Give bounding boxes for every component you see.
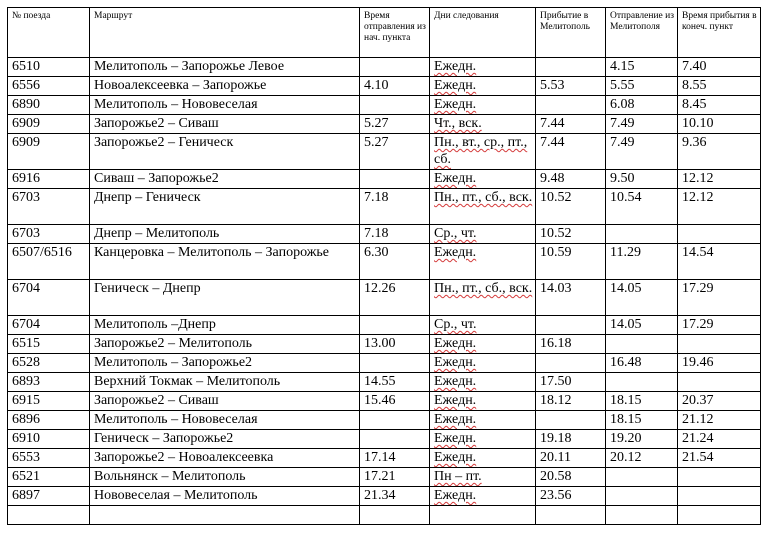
departure-origin-cell bbox=[360, 316, 430, 335]
arrival-melitopol-cell: 9.48 bbox=[536, 170, 606, 189]
header-row bbox=[8, 8, 761, 58]
table-row bbox=[8, 430, 761, 449]
departure-origin-cell: 17.14 bbox=[360, 449, 430, 468]
train-number-cell: 6703 bbox=[8, 225, 90, 244]
arrival-final-cell: 9.36 bbox=[678, 134, 761, 170]
train-number-cell: 6909 bbox=[8, 134, 90, 170]
arrival-melitopol-cell bbox=[536, 316, 606, 335]
arrival-final-cell: 21.24 bbox=[678, 430, 761, 449]
departure-melitopol-cell: 18.15 bbox=[606, 411, 678, 430]
departure-melitopol-cell: 14.05 bbox=[606, 316, 678, 335]
route-cell: Мелитополь –Днепр bbox=[90, 316, 360, 335]
route-cell: Мелитополь – Нововеселая bbox=[90, 96, 360, 115]
train-number-cell: 6890 bbox=[8, 96, 90, 115]
departure-melitopol-cell: 14.05 bbox=[606, 280, 678, 316]
departure-melitopol-cell: 10.54 bbox=[606, 189, 678, 225]
table-row bbox=[8, 373, 761, 392]
days-cell: Ср., чт. bbox=[430, 225, 536, 244]
departure-origin-cell: 7.18 bbox=[360, 189, 430, 225]
departure-melitopol-cell bbox=[606, 225, 678, 244]
arrival-melitopol-cell bbox=[536, 354, 606, 373]
days-cell: Пн., вт., ср., пт., сб. bbox=[430, 134, 536, 170]
days-cell: Ежедн. bbox=[430, 373, 536, 392]
arrival-final-cell: 20.37 bbox=[678, 392, 761, 411]
arrival-final-cell bbox=[678, 373, 761, 392]
departure-melitopol-cell: 20.12 bbox=[606, 449, 678, 468]
route-cell: Днепр – Мелитополь bbox=[90, 225, 360, 244]
arrival-final-cell: 8.45 bbox=[678, 96, 761, 115]
departure-melitopol-cell bbox=[606, 487, 678, 506]
arrival-final-cell: 7.40 bbox=[678, 58, 761, 77]
table-row bbox=[8, 468, 761, 487]
arrival-final-cell: 12.12 bbox=[678, 189, 761, 225]
train-schedule-table bbox=[7, 7, 761, 525]
arrival-final-cell: 10.10 bbox=[678, 115, 761, 134]
train-number-cell: 6915 bbox=[8, 392, 90, 411]
table-row bbox=[8, 449, 761, 468]
days-cell: Ежедн. bbox=[430, 354, 536, 373]
arrival-melitopol-cell: 23.56 bbox=[536, 487, 606, 506]
route-cell: Днепр – Геническ bbox=[90, 189, 360, 225]
arrival-melitopol-cell bbox=[536, 506, 606, 525]
days-cell: Ежедн. bbox=[430, 487, 536, 506]
departure-origin-cell bbox=[360, 506, 430, 525]
days-cell: Ежедн. bbox=[430, 170, 536, 189]
arrival-melitopol-cell bbox=[536, 96, 606, 115]
days-cell: Ежедн. bbox=[430, 96, 536, 115]
arrival-melitopol-cell: 16.18 bbox=[536, 335, 606, 354]
train-number-cell: 6515 bbox=[8, 335, 90, 354]
departure-melitopol-cell: 7.49 bbox=[606, 134, 678, 170]
header-route: Маршрут bbox=[90, 8, 360, 58]
departure-melitopol-cell: 18.15 bbox=[606, 392, 678, 411]
arrival-final-cell: 19.46 bbox=[678, 354, 761, 373]
arrival-melitopol-cell: 20.58 bbox=[536, 468, 606, 487]
table-row bbox=[8, 96, 761, 115]
days-cell: Ежедн. bbox=[430, 335, 536, 354]
arrival-final-cell: 8.55 bbox=[678, 77, 761, 96]
train-number-cell: 6556 bbox=[8, 77, 90, 96]
table-row bbox=[8, 335, 761, 354]
departure-melitopol-cell bbox=[606, 335, 678, 354]
departure-origin-cell: 21.34 bbox=[360, 487, 430, 506]
train-number-cell: 6703 bbox=[8, 189, 90, 225]
days-cell: Пн – пт. bbox=[430, 468, 536, 487]
departure-origin-cell: 5.27 bbox=[360, 115, 430, 134]
departure-origin-cell bbox=[360, 430, 430, 449]
days-cell: Ср., чт. bbox=[430, 316, 536, 335]
route-cell: Новоалексеевка – Запорожье bbox=[90, 77, 360, 96]
arrival-melitopol-cell: 14.03 bbox=[536, 280, 606, 316]
arrival-melitopol-cell: 18.12 bbox=[536, 392, 606, 411]
table-row bbox=[8, 170, 761, 189]
arrival-final-cell bbox=[678, 335, 761, 354]
route-cell: Геническ – Днепр bbox=[90, 280, 360, 316]
arrival-final-cell: 14.54 bbox=[678, 244, 761, 280]
departure-origin-cell: 14.55 bbox=[360, 373, 430, 392]
departure-melitopol-cell bbox=[606, 373, 678, 392]
header-departure-origin: Время отправления из нач. пункта bbox=[360, 8, 430, 58]
departure-origin-cell: 7.18 bbox=[360, 225, 430, 244]
days-cell: Ежедн. bbox=[430, 58, 536, 77]
arrival-final-cell: 17.29 bbox=[678, 280, 761, 316]
arrival-final-cell bbox=[678, 468, 761, 487]
route-cell: Запорожье2 – Сиваш bbox=[90, 115, 360, 134]
departure-melitopol-cell: 6.08 bbox=[606, 96, 678, 115]
days-cell: Ежедн. bbox=[430, 430, 536, 449]
table-row bbox=[8, 411, 761, 430]
days-cell bbox=[430, 506, 536, 525]
departure-melitopol-cell: 7.49 bbox=[606, 115, 678, 134]
departure-melitopol-cell: 19.20 bbox=[606, 430, 678, 449]
departure-melitopol-cell: 16.48 bbox=[606, 354, 678, 373]
arrival-melitopol-cell: 7.44 bbox=[536, 115, 606, 134]
route-cell: Запорожье2 – Мелитополь bbox=[90, 335, 360, 354]
arrival-melitopol-cell: 10.52 bbox=[536, 225, 606, 244]
train-number-cell: 6553 bbox=[8, 449, 90, 468]
days-cell: Ежедн. bbox=[430, 244, 536, 280]
route-cell: Канцеровка – Мелитополь – Запорожье bbox=[90, 244, 360, 280]
arrival-melitopol-cell: 7.44 bbox=[536, 134, 606, 170]
route-cell: Запорожье2 – Сиваш bbox=[90, 392, 360, 411]
train-number-cell: 6893 bbox=[8, 373, 90, 392]
table-row bbox=[8, 58, 761, 77]
arrival-final-cell bbox=[678, 225, 761, 244]
departure-origin-cell: 17.21 bbox=[360, 468, 430, 487]
days-cell: Ежедн. bbox=[430, 392, 536, 411]
departure-origin-cell bbox=[360, 58, 430, 77]
train-number-cell: 6909 bbox=[8, 115, 90, 134]
departure-origin-cell: 4.10 bbox=[360, 77, 430, 96]
table-row bbox=[8, 316, 761, 335]
route-cell bbox=[90, 506, 360, 525]
arrival-melitopol-cell: 20.11 bbox=[536, 449, 606, 468]
days-cell: Ежедн. bbox=[430, 77, 536, 96]
train-number-cell bbox=[8, 506, 90, 525]
train-number-cell: 6521 bbox=[8, 468, 90, 487]
departure-origin-cell bbox=[360, 170, 430, 189]
route-cell: Верхний Токмак – Мелитополь bbox=[90, 373, 360, 392]
departure-melitopol-cell: 5.55 bbox=[606, 77, 678, 96]
departure-origin-cell: 13.00 bbox=[360, 335, 430, 354]
train-number-cell: 6916 bbox=[8, 170, 90, 189]
table-row bbox=[8, 115, 761, 134]
route-cell: Нововеселая – Мелитополь bbox=[90, 487, 360, 506]
route-cell: Вольнянск – Мелитополь bbox=[90, 468, 360, 487]
departure-melitopol-cell bbox=[606, 468, 678, 487]
train-number-cell: 6897 bbox=[8, 487, 90, 506]
header-arrival-final: Время прибытия в конеч. пункт bbox=[678, 8, 761, 58]
route-cell: Геническ – Запорожье2 bbox=[90, 430, 360, 449]
route-cell: Запорожье2 – Новоалексеевка bbox=[90, 449, 360, 468]
departure-origin-cell: 12.26 bbox=[360, 280, 430, 316]
days-cell: Ежедн. bbox=[430, 449, 536, 468]
days-cell: Пн., пт., сб., вск. bbox=[430, 189, 536, 225]
departure-melitopol-cell: 4.15 bbox=[606, 58, 678, 77]
departure-melitopol-cell: 9.50 bbox=[606, 170, 678, 189]
train-number-cell: 6704 bbox=[8, 280, 90, 316]
departure-melitopol-cell: 11.29 bbox=[606, 244, 678, 280]
route-cell: Мелитополь – Запорожье2 bbox=[90, 354, 360, 373]
table-row bbox=[8, 189, 761, 225]
departure-origin-cell bbox=[360, 411, 430, 430]
header-train-no: № поезда bbox=[8, 8, 90, 58]
train-number-cell: 6507/6516 bbox=[8, 244, 90, 280]
days-cell: Ежедн. bbox=[430, 411, 536, 430]
header-days: Дни следования bbox=[430, 8, 536, 58]
route-cell: Мелитополь – Нововеселая bbox=[90, 411, 360, 430]
arrival-final-cell: 21.54 bbox=[678, 449, 761, 468]
arrival-melitopol-cell: 19.18 bbox=[536, 430, 606, 449]
table-header bbox=[8, 8, 761, 58]
departure-origin-cell: 5.27 bbox=[360, 134, 430, 170]
table-row bbox=[8, 506, 761, 525]
arrival-final-cell: 17.29 bbox=[678, 316, 761, 335]
arrival-melitopol-cell bbox=[536, 411, 606, 430]
arrival-melitopol-cell: 10.52 bbox=[536, 189, 606, 225]
route-cell: Сиваш – Запорожье2 bbox=[90, 170, 360, 189]
arrival-final-cell: 12.12 bbox=[678, 170, 761, 189]
header-departure-melitopol: Отправление из Мелитополя bbox=[606, 8, 678, 58]
table-row bbox=[8, 354, 761, 373]
table-row bbox=[8, 134, 761, 170]
table-row bbox=[8, 487, 761, 506]
route-cell: Запорожье2 – Геническ bbox=[90, 134, 360, 170]
train-number-cell: 6510 bbox=[8, 58, 90, 77]
arrival-final-cell: 21.12 bbox=[678, 411, 761, 430]
table-row bbox=[8, 392, 761, 411]
departure-melitopol-cell bbox=[606, 506, 678, 525]
departure-origin-cell: 6.30 bbox=[360, 244, 430, 280]
arrival-melitopol-cell: 17.50 bbox=[536, 373, 606, 392]
arrival-melitopol-cell: 5.53 bbox=[536, 77, 606, 96]
table-row bbox=[8, 244, 761, 280]
table-body bbox=[8, 58, 761, 525]
departure-origin-cell: 15.46 bbox=[360, 392, 430, 411]
route-cell: Мелитополь – Запорожье Левое bbox=[90, 58, 360, 77]
arrival-final-cell bbox=[678, 506, 761, 525]
train-number-cell: 6528 bbox=[8, 354, 90, 373]
train-number-cell: 6704 bbox=[8, 316, 90, 335]
train-number-cell: 6896 bbox=[8, 411, 90, 430]
arrival-melitopol-cell: 10.59 bbox=[536, 244, 606, 280]
header-arrival-melitopol: Прибытие в Мелитополь bbox=[536, 8, 606, 58]
train-number-cell: 6910 bbox=[8, 430, 90, 449]
arrival-melitopol-cell bbox=[536, 58, 606, 77]
table-row bbox=[8, 280, 761, 316]
departure-origin-cell bbox=[360, 354, 430, 373]
table-row bbox=[8, 225, 761, 244]
table-row bbox=[8, 77, 761, 96]
days-cell: Пн., пт., сб., вск. bbox=[430, 280, 536, 316]
arrival-final-cell bbox=[678, 487, 761, 506]
days-cell: Чт., вск. bbox=[430, 115, 536, 134]
departure-origin-cell bbox=[360, 96, 430, 115]
